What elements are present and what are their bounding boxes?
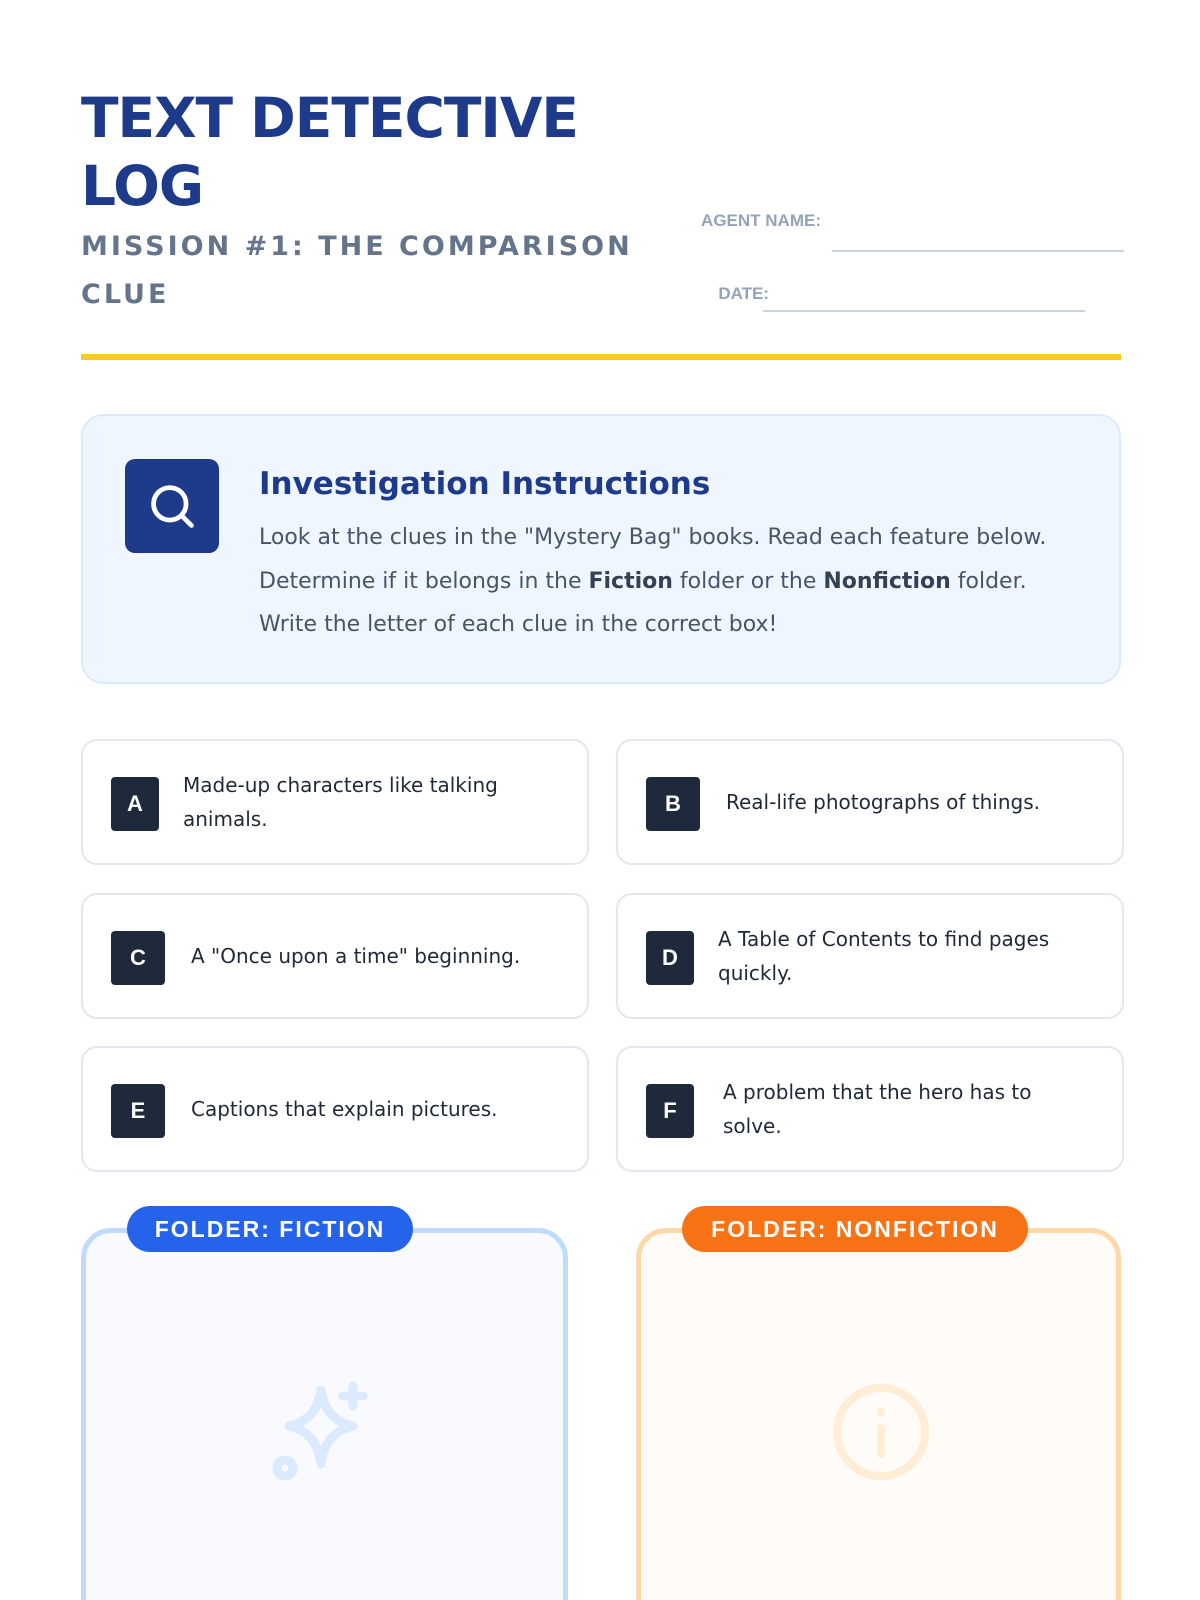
clue-card-e [81,1046,589,1172]
clue-card-b [616,739,1124,865]
clue-text: A "Once upon a time" beginning. [191,944,521,968]
page-title: TEXT DETECTIVE LOG [81,86,578,218]
clue-text: Made-up characters like talking animals. [183,773,498,831]
page-subtitle: MISSION #1: THE COMPARISON CLUE [81,231,633,310]
sparkle-icon [269,1380,373,1484]
clue-text: A Table of Contents to find pages quickly. [718,927,1050,985]
clue-letter-badge: A [111,777,159,831]
clue-letter-badge: F [646,1084,694,1138]
clue-letter-badge: C [111,931,165,985]
clue-letter-badge: D [646,931,694,985]
header-divider [81,354,1121,360]
nonfiction-keyword: Nonfiction [823,568,951,594]
clue-card-d [616,893,1124,1019]
agent-name-label: AGENT NAME: [701,211,821,230]
clue-card-a [81,739,589,865]
instructions-title: Investigation Instructions [259,466,711,502]
fiction-keyword: Fiction [588,568,673,594]
nonfiction-folder-tab: FOLDER: NONFICTION [682,1206,1028,1252]
info-icon [829,1380,933,1484]
fiction-folder-tab: FOLDER: FICTION [127,1206,413,1252]
clue-text: Real-life photographs of things. [726,790,1041,814]
instructions-box [81,414,1121,684]
clue-card-f [616,1046,1124,1172]
date-field[interactable] [763,310,1085,312]
worksheet-page [81,0,1121,1600]
agent-name-field[interactable] [832,250,1124,252]
clue-letter-badge: E [111,1084,165,1138]
date-label: DATE: [718,284,769,303]
clue-card-c [81,893,589,1019]
clue-text: Captions that explain pictures. [191,1097,498,1121]
search-icon [125,459,219,553]
clue-text: A problem that the hero has to solve. [723,1080,1032,1138]
clue-letter-badge: B [646,777,700,831]
instructions-text: Look at the clues in the "Mystery Bag" books. Read each feature below. Determine if it belongs in the Fiction folder or the Nonfiction folder. Write the letter of each clue in the correct box! [259,525,1047,637]
